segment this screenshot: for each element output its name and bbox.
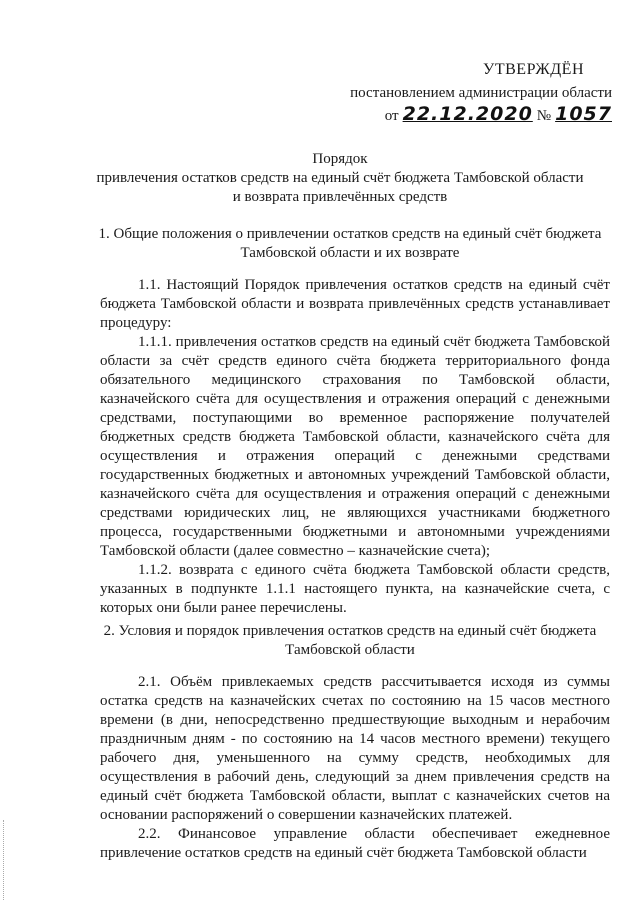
approval-stamp bbox=[350, 60, 612, 126]
paragraph-2-1: 2.1. Объём привлекаемых средств рассчитывается исходя из суммы остатка средств на казначейских счетах по состоянию на 15 часов местного времени (в дни, непосредственно предшествующие выходным и нерабочим праздничным дням - по состоянию на 14 часов местного времени) текущего рабочего дня, уменьшенного на сумму средств, необходимых для осуществления в рабочий день, следующий за днем привлечения средств на единый счёт бюджета Тамбовской области, выплат с казначейских счетов на основании распоряжений о совершении казначейских платежей. bbox=[100, 674, 610, 823]
paragraph-1-1-2: 1.1.2. возврата с единого счёта бюджета Тамбовской области средств, указанных в подпункте 1.1.1 настоящего пункта, на казначейские счета, с которых они были ранее перечислены. bbox=[100, 562, 610, 616]
scan-edge-mark bbox=[3, 820, 6, 900]
section-2-body bbox=[100, 673, 610, 863]
section-2-heading: 2. Условия и порядок привлечения остатков средств на единый счёт бюджета Тамбовской области bbox=[103, 623, 597, 658]
title-line-3: и возврата привлечённых средств bbox=[232, 189, 448, 205]
title-line-2: привлечения остатков средств на единый счёт бюджета Тамбовской области bbox=[96, 170, 584, 186]
handwritten-number: 1057 bbox=[555, 103, 612, 125]
title-line-1: Порядок bbox=[312, 151, 368, 167]
paragraph-1-1: 1.1. Настоящий Порядок привлечения остатков средств на единый счёт бюджета Тамбовской области и возврата привлечённых средств устанавливает процедуру: bbox=[100, 277, 610, 331]
paragraph-2-2: 2.2. Финансовое управление области обеспечивает ежедневное привлечение остатков средств на единый счёт бюджета Тамбовской области bbox=[100, 826, 610, 861]
section-1-heading: 1. Общие положения о привлечении остатков средств на единый счёт бюджета Тамбовской области и их возврате bbox=[98, 226, 602, 261]
number-prefix: № bbox=[536, 108, 552, 124]
document-title bbox=[60, 150, 620, 207]
handwritten-date: 22.12.2020 bbox=[402, 103, 533, 125]
approval-date-line bbox=[350, 105, 612, 126]
approved-label: УТВЕРЖДЁН bbox=[483, 61, 584, 78]
date-prefix: от bbox=[384, 108, 399, 124]
approved-by: постановлением администрации области bbox=[350, 85, 612, 101]
paragraph-1-1-1: 1.1.1. привлечения остатков средств на единый счёт бюджета Тамбовской области за счёт средств единого счёта бюджета территориального фонда обязательного медицинского страхования по Тамбовской области, казначейского счёта для осуществления и отражения операций с денежными средствами, поступающими во временное распоряжение получателей бюджетных средств бюджета Тамбовской области, казначейского счёта для осуществления и отражения операций с денежными средствами государственных бюджетных и автономных учреждений Тамбовской области, казначейского счёта для осуществления и отражения операций с денежными средствами юридических лиц, не являющихся участниками бюджетного процесса, государственными бюджетными и автономными учреждениями Тамбовской области (далее совместно – казначейские счета); bbox=[100, 334, 610, 559]
section-1-body bbox=[100, 276, 610, 618]
